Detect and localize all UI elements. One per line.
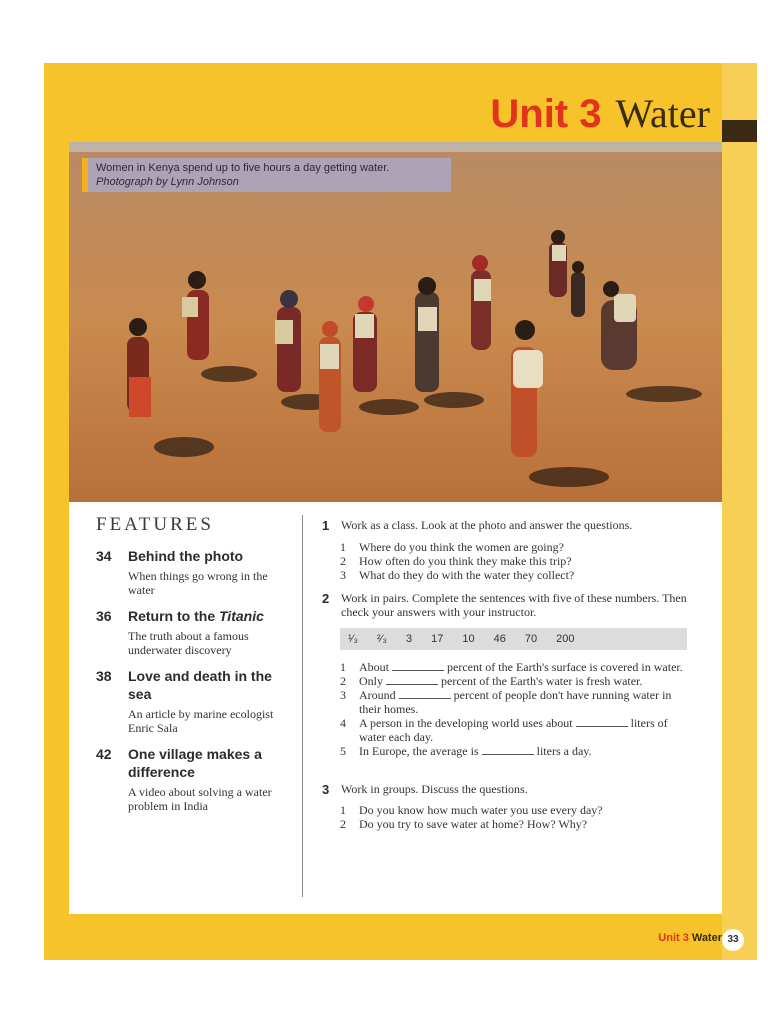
item-number: 1 — [340, 660, 346, 674]
item-text-after: liters of water each day. — [359, 716, 668, 744]
question-item — [340, 817, 690, 831]
exercise-instruction: Work in pairs. Complete the sentences with five of these numbers. Then check your answers with your instructor. — [341, 591, 687, 619]
unit-label: Unit 3 — [490, 92, 602, 136]
item-number: 1 — [340, 803, 346, 817]
feature-title-italic: Titanic — [219, 608, 264, 624]
photo-caption — [82, 158, 451, 192]
fill-item — [340, 674, 690, 688]
features-heading: FEATURES — [96, 514, 214, 535]
feature-page: 36 — [96, 608, 112, 624]
item-text-after: percent of the Earth's surface is covered in water. — [447, 660, 683, 674]
answer-blank[interactable] — [482, 745, 534, 755]
feature-desc: An article by marine ecologist Enric Sala — [128, 707, 274, 735]
feature-page: 34 — [96, 548, 112, 564]
feature-title: One village makes a difference — [128, 746, 262, 780]
unit-tab-marker — [722, 120, 757, 142]
cover-photo — [69, 142, 722, 502]
item-text: Do you try to save water at home? How? Why? — [359, 817, 588, 831]
item-number: 5 — [340, 744, 346, 758]
number-option: 46 — [493, 633, 506, 645]
number-bank — [340, 628, 687, 650]
exercise-3 — [322, 782, 702, 796]
item-number: 4 — [340, 716, 346, 730]
unit-title — [400, 90, 710, 138]
number-option: 10 — [462, 633, 475, 645]
footer-unit-label: Unit 3 — [658, 932, 689, 944]
feature-title-text: Return to the — [128, 608, 219, 624]
feature-desc: The truth about a famous underwater discovery — [128, 629, 249, 657]
feature-page: 38 — [96, 668, 112, 684]
item-text-before: About — [359, 660, 389, 674]
feature-title: Behind the photo — [128, 548, 244, 564]
item-number: 3 — [340, 568, 346, 582]
feature-desc: When things go wrong in the water — [128, 569, 268, 597]
item-number: 1 — [340, 540, 346, 554]
number-option: 17 — [431, 633, 444, 645]
page-number: 33 — [722, 929, 744, 951]
question-item — [340, 540, 690, 554]
item-text-before: A person in the developing world uses about — [359, 716, 573, 730]
caption-text: Women in Kenya spend up to five hours a day getting water. — [96, 162, 390, 174]
exercise-2 — [322, 591, 702, 619]
item-text-after: percent of people don't have running water in their homes. — [359, 688, 672, 716]
question-item — [340, 803, 690, 817]
feature-item — [96, 745, 296, 813]
unit-word: Water — [615, 91, 710, 136]
feature-title: Love and death in the sea — [128, 668, 272, 702]
item-text: What do they do with the water they collect? — [359, 568, 575, 582]
answer-blank[interactable] — [399, 689, 451, 699]
item-text: How often do you think they make this trip? — [359, 554, 572, 568]
item-number: 3 — [340, 688, 346, 702]
item-number: 2 — [340, 554, 346, 568]
answer-blank[interactable] — [576, 717, 628, 727]
fill-item — [340, 688, 690, 716]
item-number: 2 — [340, 817, 346, 831]
feature-title — [128, 607, 296, 625]
exercise-number: 1 — [322, 518, 330, 533]
number-option: ¹⁄₃ — [348, 633, 358, 645]
footer-unit-word: Water — [691, 932, 722, 944]
page-edge-strip — [722, 63, 757, 960]
number-option: ²⁄₃ — [376, 633, 387, 645]
feature-item — [96, 607, 296, 657]
fill-item — [340, 744, 690, 758]
exercise-1 — [322, 518, 702, 532]
feature-page: 42 — [96, 746, 112, 762]
feature-item — [96, 667, 296, 735]
feature-desc: A video about solving a water problem in India — [128, 785, 272, 813]
column-divider — [302, 515, 303, 897]
item-text-before: Around — [359, 688, 396, 702]
feature-item — [96, 547, 296, 597]
answer-blank[interactable] — [386, 675, 438, 685]
question-item — [340, 554, 690, 568]
number-option: 3 — [405, 633, 413, 645]
item-text-before: Only — [359, 674, 383, 688]
exercise-2-items — [340, 660, 690, 758]
exercise-instruction: Work as a class. Look at the photo and answer the questions. — [341, 518, 633, 532]
exercise-number: 2 — [322, 591, 330, 606]
item-text-before: In Europe, the average is — [359, 744, 479, 758]
exercise-number: 3 — [322, 782, 330, 797]
exercise-1-items — [340, 540, 690, 582]
fill-item — [340, 660, 690, 674]
item-number: 2 — [340, 674, 346, 688]
exercise-3-items — [340, 803, 690, 831]
item-text: Do you know how much water you use every day? — [359, 803, 603, 817]
fill-item — [340, 716, 690, 744]
item-text: Where do you think the women are going? — [359, 540, 564, 554]
answer-blank[interactable] — [392, 661, 444, 671]
number-option: 70 — [524, 633, 538, 645]
exercise-instruction: Work in groups. Discuss the questions. — [341, 782, 528, 796]
question-item — [340, 568, 690, 582]
photo-credit: Photograph by Lynn Johnson — [96, 176, 239, 188]
item-text-after: liters a day. — [536, 744, 592, 758]
page-footer — [658, 932, 722, 944]
item-text-after: percent of the Earth's water is fresh water. — [441, 674, 643, 688]
number-option: 200 — [556, 633, 575, 645]
